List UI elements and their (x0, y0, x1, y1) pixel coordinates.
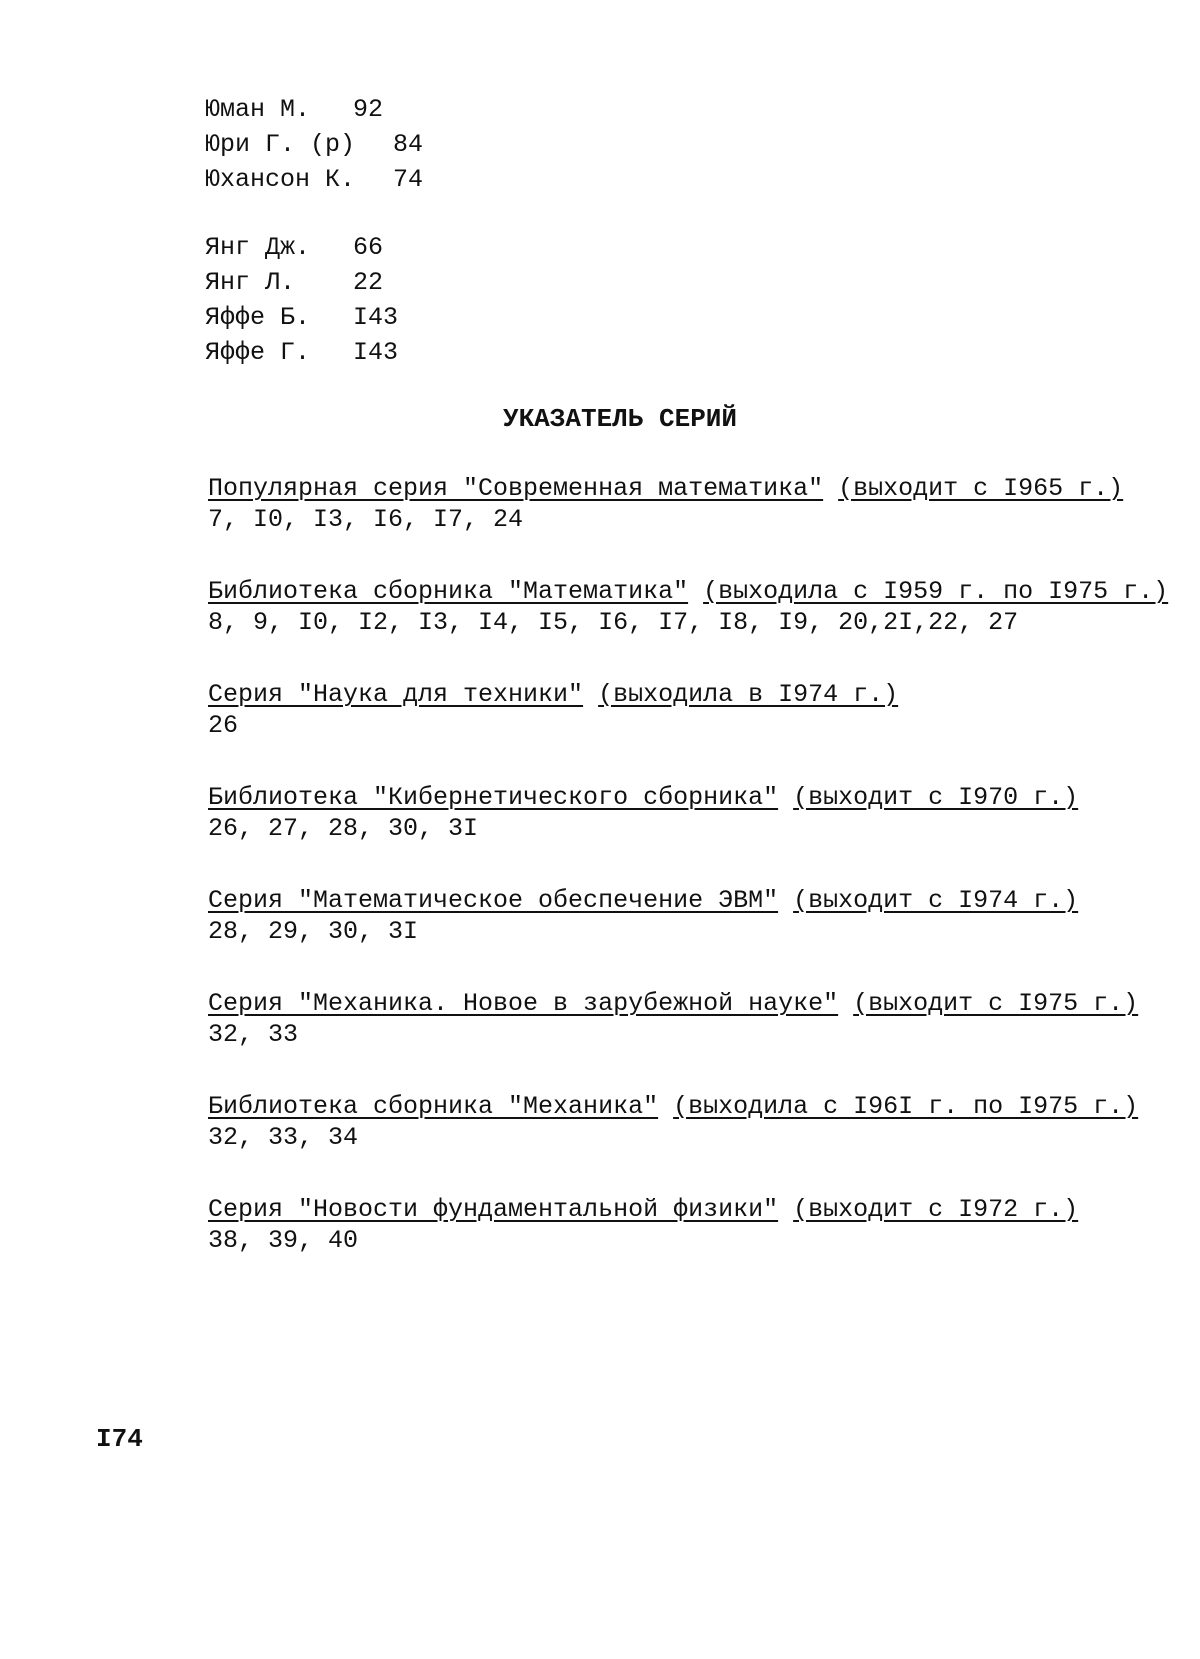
series-name: Серия "Математическое обеспечение ЭВМ" (208, 886, 779, 915)
series-title (208, 886, 1108, 916)
author-name: Юхансон К. (205, 165, 356, 194)
author-page-ref: I43 (353, 303, 399, 332)
series-date-note: (выходит с I970 г.) (793, 783, 1079, 812)
series-page-refs: 38, 39, 40 (208, 1226, 359, 1255)
author-name: Яффе Г. (205, 338, 311, 367)
series-title (208, 989, 1139, 1019)
series-date-note: (выходит с I974 г.) (793, 886, 1079, 915)
series-index (208, 474, 1169, 1298)
author-page-ref: 66 (353, 233, 384, 262)
author-page-ref: 74 (393, 165, 424, 194)
author-name: Янг Л. (205, 268, 296, 297)
series-page-refs: 8, 9, I0, I2, I3, I4, I5, I6, I7, I8, I9, 20,2I,22, 27 (208, 608, 1019, 637)
series-date-note: (выходила в I974 г.) (598, 680, 899, 709)
series-name: Серия "Наука для техники" (208, 680, 584, 709)
page-number: I74 (96, 1424, 143, 1454)
series-name: Библиотека сборника "Механика" (208, 1092, 659, 1121)
author-page-ref: 84 (393, 130, 424, 159)
series-entry (208, 577, 1169, 680)
author-entry (205, 127, 423, 162)
author-entry (205, 162, 423, 197)
author-index-yu (205, 92, 423, 197)
series-date-note: (выходит с I965 г.) (838, 474, 1124, 503)
author-index-ya (205, 230, 398, 370)
series-page-refs: 26 (208, 711, 239, 740)
author-name: Юри Г. (р) (205, 130, 356, 159)
series-title (208, 577, 1169, 607)
author-name: Яффе Б. (205, 303, 311, 332)
series-title (208, 474, 1124, 504)
author-name: Янг Дж. (205, 233, 311, 262)
series-name: Библиотека сборника "Математика" (208, 577, 689, 606)
author-entry (205, 92, 423, 127)
series-entry (208, 474, 1124, 577)
series-entry (208, 886, 1108, 989)
series-page-refs: 7, I0, I3, I6, I7, 24 (208, 505, 524, 534)
author-entry (205, 265, 398, 300)
series-page-refs: 32, 33 (208, 1020, 299, 1049)
series-page-refs: 32, 33, 34 (208, 1123, 359, 1152)
series-entry (208, 783, 1108, 886)
series-date-note: (выходит с I975 г.) (853, 989, 1139, 1018)
series-title (208, 680, 1108, 710)
series-entry (208, 1092, 1139, 1195)
series-date-note: (выходит с I972 г.) (793, 1195, 1079, 1224)
series-name: Библиотека "Кибернетического сборника" (208, 783, 779, 812)
series-date-note: (выходила с I959 г. по I975 г.) (703, 577, 1169, 606)
author-entry (205, 335, 398, 370)
series-index-heading: УКАЗАТЕЛЬ СЕРИЙ (502, 404, 738, 434)
author-page-ref: 92 (353, 95, 384, 124)
series-entry (208, 680, 1108, 783)
author-page-ref: 22 (353, 268, 384, 297)
series-page-refs: 26, 27, 28, 30, 3I (208, 814, 479, 843)
series-title (208, 783, 1108, 813)
series-title (208, 1092, 1139, 1122)
author-entry (205, 300, 398, 335)
author-page-ref: I43 (353, 338, 399, 367)
author-name: Юман М. (205, 95, 311, 124)
series-date-note: (выходила с I96I г. по I975 г.) (673, 1092, 1139, 1121)
series-entry (208, 1195, 1108, 1298)
series-name: Серия "Новости фундаментальной физики" (208, 1195, 779, 1224)
series-title (208, 1195, 1108, 1225)
series-name: Серия "Механика. Новое в зарубежной науке" (208, 989, 839, 1018)
series-entry (208, 989, 1139, 1092)
author-entry (205, 230, 398, 265)
series-page-refs: 28, 29, 30, 3I (208, 917, 419, 946)
series-name: Популярная серия "Современная математика" (208, 474, 824, 503)
